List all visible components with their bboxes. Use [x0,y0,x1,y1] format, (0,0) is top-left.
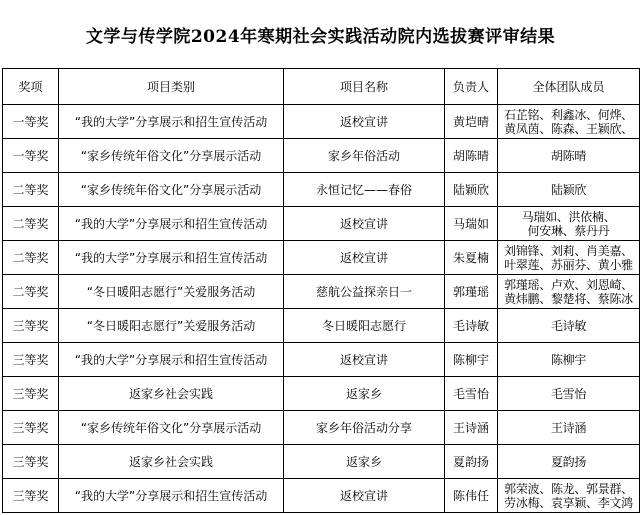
category-cell: “冬日暖阳志愿行”关爱服务活动 [59,275,284,309]
project-name-cell: 返校宣讲 [284,479,445,513]
member-line: 郭荣波、陈龙、郭景群、 [504,481,633,496]
document-title: 文学与传学院2024年寒期社会实践活动院内选拔赛评审结果 [85,26,556,47]
leader-cell: 黄垲晴 [445,105,498,139]
leader-cell: 毛诗敏 [445,309,498,343]
member-line: 陈柳宇 [550,352,587,367]
category-cell: “家乡传统年俗文化”分享展示活动 [59,139,284,173]
award-cell: 三等奖 [3,309,59,343]
header-members: 全体团队成员 [498,69,640,105]
award-cell: 三等奖 [3,377,59,411]
category-cell: “我的大学”分享展示和招生宣传活动 [59,241,284,275]
table-row [3,343,640,377]
member-line: 石芷铭、利鑫冰、何烨、 [504,107,633,122]
table-row [3,445,640,479]
table-body [3,105,640,513]
members-cell [498,105,640,139]
table-row [3,411,640,445]
award-cell: 三等奖 [3,411,59,445]
member-line: 黄凤茵、陈森、王颖欣、 [504,121,633,136]
members-cell [498,207,640,241]
leader-cell: 夏韵扬 [445,445,498,479]
header-leader: 负责人 [445,69,498,105]
members-cell [498,275,640,309]
leader-cell: 陈柳宇 [445,343,498,377]
member-line: 郭瑾瑶、卢欢、刘恩崎、 [504,277,633,292]
category-cell: 返家乡社会实践 [59,377,284,411]
leader-cell: 郭瑾瑶 [445,275,498,309]
member-line: 陆颖欣 [550,182,587,197]
member-line: 黄炜鹏、黎楚将、蔡陈冰 [504,291,633,306]
leader-cell: 马瑞如 [445,207,498,241]
award-cell: 二等奖 [3,207,59,241]
project-name-cell: 永恒记忆——春俗 [284,173,445,207]
award-cell: 二等奖 [3,241,59,275]
table-row [3,105,640,139]
award-cell: 三等奖 [3,445,59,479]
award-cell: 一等奖 [3,105,59,139]
project-name-cell: 返校宣讲 [284,241,445,275]
members-cell [498,479,640,513]
leader-cell: 毛雪怡 [445,377,498,411]
table-row [3,173,640,207]
award-cell: 三等奖 [3,343,59,377]
category-cell: “家乡传统年俗文化”分享展示活动 [59,173,284,207]
members-cell [498,173,640,207]
members-cell [498,411,640,445]
results-table [2,68,640,513]
header-project-name: 项目名称 [284,69,445,105]
table-row [3,275,640,309]
member-line: 叶翠莲、苏丽芬、黄小雅 [504,257,633,272]
member-line: 王诗涵 [550,420,587,435]
project-name-cell: 冬日暖阳志愿行 [284,309,445,343]
category-cell: “我的大学”分享展示和招生宣传活动 [59,479,284,513]
project-name-cell: 返校宣讲 [284,105,445,139]
member-line: 胡陈晴 [550,148,587,163]
project-name-cell: 返家乡 [284,377,445,411]
table-row [3,309,640,343]
project-name-cell: 家乡年俗活动分享 [284,411,445,445]
table-row [3,207,640,241]
category-cell: 返家乡社会实践 [59,445,284,479]
members-cell [498,445,640,479]
category-cell: “冬日暖阳志愿行”关爱服务活动 [59,309,284,343]
project-name-cell: 返家乡 [284,445,445,479]
member-line: 何安琳、蔡丹丹 [527,223,610,238]
header-award: 奖项 [3,69,59,105]
member-line: 劳冰梅、袁享颖、李文鸿 [504,495,633,510]
members-cell [498,343,640,377]
table-row [3,377,640,411]
members-cell [498,139,640,173]
category-cell: “家乡传统年俗文化”分享展示活动 [59,411,284,445]
table-row [3,479,640,513]
leader-cell: 胡陈晴 [445,139,498,173]
members-cell [498,309,640,343]
project-name-cell: 慈航公益探亲日一 [284,275,445,309]
table-row [3,241,640,275]
member-line: 毛雪怡 [550,386,587,401]
category-cell: “我的大学”分享展示和招生宣传活动 [59,343,284,377]
award-cell: 一等奖 [3,139,59,173]
member-line: 夏韵扬 [550,454,587,469]
category-cell: “我的大学”分享展示和招生宣传活动 [59,105,284,139]
leader-cell: 王诗涵 [445,411,498,445]
member-line: 马瑞如、洪依楠、 [521,209,616,224]
award-cell: 三等奖 [3,479,59,513]
leader-cell: 陈伟任 [445,479,498,513]
member-line: 毛诗敏 [550,318,587,333]
leader-cell: 陆颖欣 [445,173,498,207]
member-line: 刘锦锋、刘莉、肖美嘉、 [504,243,633,258]
header-category: 项目类别 [59,69,284,105]
project-name-cell: 返校宣讲 [284,207,445,241]
header-row [3,69,640,105]
award-cell: 二等奖 [3,275,59,309]
leader-cell: 朱夏楠 [445,241,498,275]
project-name-cell: 返校宣讲 [284,343,445,377]
table-row [3,139,640,173]
members-cell [498,241,640,275]
category-cell: “我的大学”分享展示和招生宣传活动 [59,207,284,241]
award-cell: 二等奖 [3,173,59,207]
members-cell [498,377,640,411]
project-name-cell: 家乡年俗活动 [284,139,445,173]
